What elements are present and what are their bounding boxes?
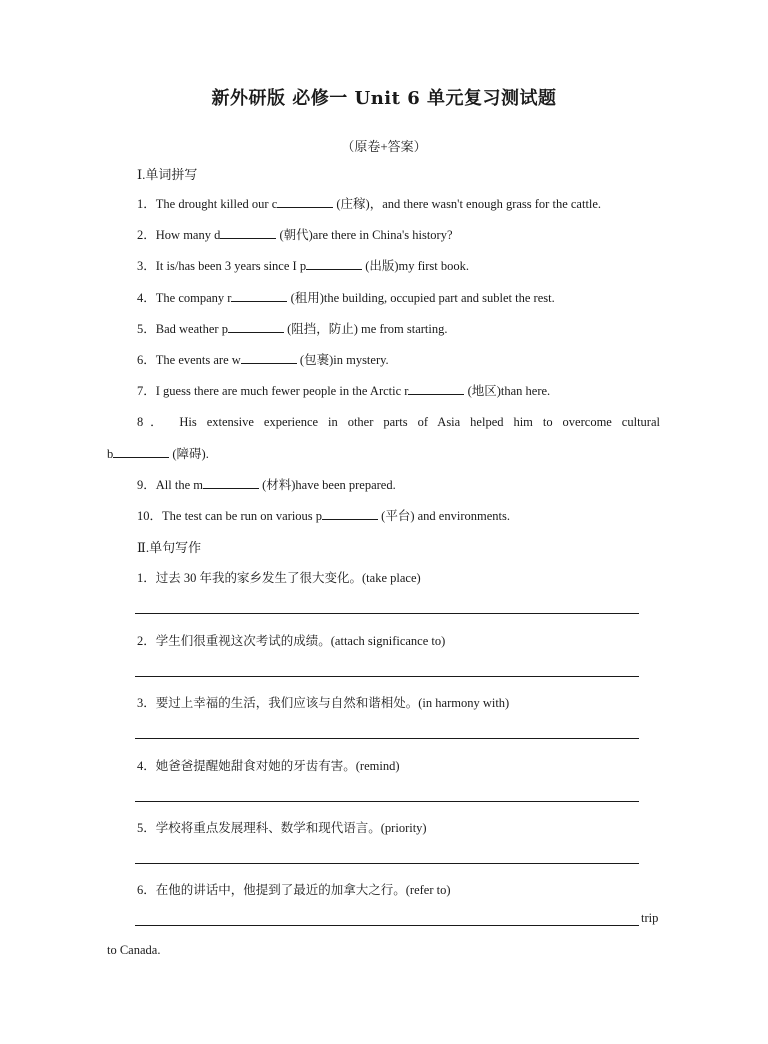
fill-blank[interactable]	[228, 321, 284, 333]
fill-blank[interactable]	[113, 446, 169, 458]
writing-item-2	[137, 631, 445, 649]
fill-blank[interactable]	[203, 477, 259, 489]
item-text-before: The test can be run on various p	[162, 509, 323, 523]
item-text-before: Bad weather p	[155, 322, 228, 336]
item-text-before: How many d	[155, 228, 221, 242]
writing-item-6	[137, 880, 451, 898]
item-text-before: b	[107, 447, 114, 461]
item-text-after: (出版)my first book.	[362, 259, 470, 273]
item-text-before: It is/has been 3 years since I p	[155, 259, 307, 273]
item-text-after: (朝代)are there in China's history?	[276, 228, 453, 242]
item-number: 4．	[137, 759, 156, 773]
answer-line-6[interactable]	[135, 925, 639, 926]
answer-tail-trip: trip	[641, 911, 659, 925]
item-text-after: (材料)have been prepared.	[258, 478, 396, 492]
item-number: 7．	[137, 384, 156, 398]
item-number: 2．	[137, 228, 156, 242]
spelling-item-9	[137, 475, 396, 493]
fill-blank[interactable]	[322, 508, 378, 520]
fill-blank[interactable]	[241, 352, 297, 364]
item-text-after: (平台) and environments.	[378, 509, 510, 523]
item-number: 5．	[137, 821, 156, 835]
fill-blank[interactable]	[408, 383, 464, 395]
item-number: 5．	[137, 322, 156, 336]
spelling-item-1	[137, 194, 601, 212]
answer-line-4[interactable]	[135, 801, 639, 802]
item-text-after: (包裹)in mystery.	[296, 353, 389, 367]
item-number: 8．	[137, 415, 170, 429]
writing-item-1	[137, 568, 421, 586]
answer-tail-to-canada: to Canada.	[107, 943, 161, 957]
item-number: 1．	[137, 197, 156, 211]
item-text-before: The drought killed our c	[155, 197, 278, 211]
item-text-before: I guess there are much fewer people in the Arctic r	[155, 384, 409, 398]
page-subtitle: （原卷+答案）	[341, 139, 427, 154]
item-prompt: 学生们很重视这次考试的成绩。(attach significance to)	[155, 634, 446, 648]
item-text-after: (障碍).	[169, 447, 209, 461]
answer-line-5[interactable]	[135, 863, 639, 864]
writing-item-5	[137, 818, 427, 836]
item-text-after: (庄稼)，and there wasn't enough grass for the cattle.	[333, 197, 602, 211]
item-text-before: All the m	[155, 478, 203, 492]
answer-line-1[interactable]	[135, 613, 639, 614]
writing-item-4	[137, 756, 400, 774]
item-text-before: The events are w	[155, 353, 241, 367]
item-number: 3．	[137, 259, 156, 273]
item-text-after: (地区)than here.	[464, 384, 551, 398]
item-number: 10．	[137, 509, 163, 523]
answer-line-2[interactable]	[135, 676, 639, 677]
item-number: 6．	[137, 883, 156, 897]
spelling-item-5	[137, 319, 447, 337]
item-prompt: 过去 30 年我的家乡发生了很大变化。(take place)	[155, 571, 421, 585]
spelling-item-8-continued	[107, 444, 209, 462]
writing-item-3	[137, 693, 509, 711]
item-prompt: 学校将重点发展理科、数学和现代语言。(priority)	[155, 821, 427, 835]
item-text-before: The company r	[155, 291, 232, 305]
spelling-item-2	[137, 225, 453, 243]
item-number: 6．	[137, 353, 156, 367]
page-title: 新外研版 必修一 Unit 6 单元复习测试题	[211, 88, 557, 109]
item-number: 2．	[137, 634, 156, 648]
section-heading-spelling: Ⅰ.单词拼写	[137, 167, 198, 182]
spelling-item-3	[137, 256, 469, 274]
fill-blank[interactable]	[231, 290, 287, 302]
fill-blank[interactable]	[306, 258, 362, 270]
answer-line-3[interactable]	[135, 738, 639, 739]
spelling-item-6	[137, 350, 389, 368]
item-text-before: His extensive experience in other parts of Asia helped him to overcome cultural	[179, 415, 660, 429]
item-prompt: 要过上幸福的生活，我们应该与自然和谐相处。(in harmony with)	[155, 696, 510, 710]
spelling-item-4	[137, 288, 555, 306]
spelling-item-7	[137, 381, 550, 399]
item-number: 9．	[137, 478, 156, 492]
item-prompt: 在他的讲话中，他提到了最近的加拿大之行。(refer to)	[155, 883, 451, 897]
item-text-after: (租用)the building, occupied part and sublet the rest.	[287, 291, 555, 305]
item-text-after: (阻挡，防止) me from starting.	[283, 322, 448, 336]
fill-blank[interactable]	[220, 227, 276, 239]
item-prompt: 她爸爸提醒她甜食对她的牙齿有害。(remind)	[155, 759, 400, 773]
item-number: 3．	[137, 696, 156, 710]
spelling-item-8	[137, 412, 660, 430]
fill-blank[interactable]	[277, 196, 333, 208]
spelling-item-10	[137, 506, 510, 524]
section-heading-sentence-writing: Ⅱ.单句写作	[137, 540, 202, 555]
item-number: 4．	[137, 291, 156, 305]
item-number: 1．	[137, 571, 156, 585]
